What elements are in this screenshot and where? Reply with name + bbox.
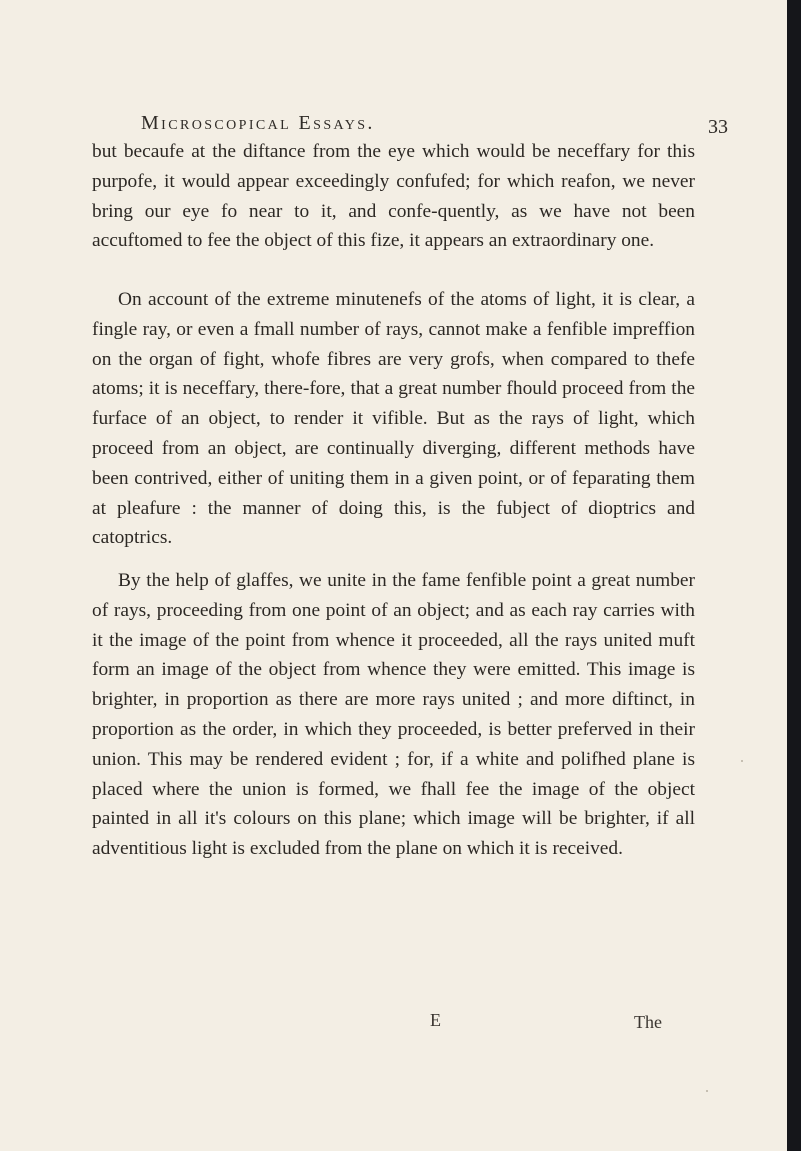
signature-mark: E — [430, 1010, 441, 1030]
paragraph-continuation: but becaufe at the diftance from the eye which would be neceffary for this purpofe, it would appear exceedingly confufed; for which reafon, we never bring our eye fo near to it, and confe-quently, as we have not been accuftomed to fee the object of this fize, it appears an extraordinary one. — [92, 141, 695, 252]
scan-edge-border — [787, 0, 801, 1151]
page-number: 33 — [708, 116, 728, 138]
running-title: Microscopical Essays. — [141, 112, 375, 134]
paragraph-light-atoms: On account of the extreme minutenefs of the atoms of light, it is clear, a fingle ray, or even a fmall number of rays, cannot make a fenfible impreffion on the organ of fight, whofe fibres are very grofs, when compared to thefe atoms; it is neceffary, there-fore, that a great number fhould proceed from the furface of an object, to render it vifible. But as the rays of light, which proceed from an object, are continually diverging, different methods have been contrived, either of uniting them in a given point, or of feparating them at pleafure : the manner of doing this, is the fubject of dioptrics and catoptrics. — [92, 289, 695, 549]
paper-speck — [741, 760, 743, 762]
catchword: The — [634, 1012, 662, 1032]
paragraph-glasses: By the help of glaffes, we unite in the fame fenfible point a great number of rays, proceeding from one point of an object; and as each ray carries with it the image of the point from whence it proceeded, all the rays united muft form an image of the object from whence they were emitted. This image is brighter, in proportion as there are more rays united ; and more diftinct, in proportion as the order, in which they proceeded, is better preferved in their union. This may be rendered evident ; for, if a white and polifhed plane is placed where the union is formed, we fhall fee the image of the object painted in all it's colours on this plane; which image will be brighter, if all adventitious light is excluded from the plane on which it is received. — [92, 570, 695, 860]
paper-speck — [706, 1090, 708, 1092]
